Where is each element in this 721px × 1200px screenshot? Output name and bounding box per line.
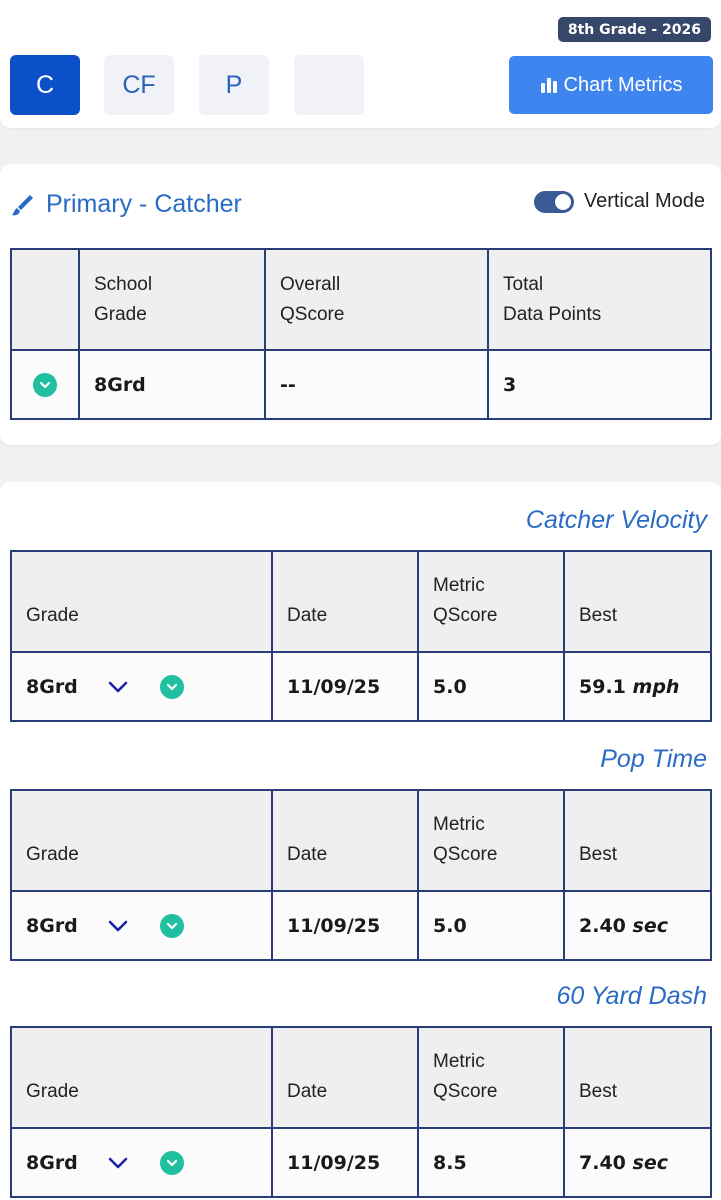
metric-qscore-header: Metric QScore [418, 790, 564, 891]
grade-header: Grade [11, 790, 272, 891]
position-tab-p[interactable]: P [199, 55, 269, 115]
toggle-switch[interactable] [534, 191, 574, 213]
date-header: Date [272, 790, 418, 891]
table-row [11, 891, 711, 960]
grade-value: 8Grd [26, 1151, 78, 1174]
metric-qscore-value: 8.5 [418, 1128, 564, 1197]
grade-header: Grade [11, 1027, 272, 1128]
school-grade-value: 8Grd [79, 350, 265, 419]
primary-table [10, 248, 712, 420]
chevron-down-icon[interactable] [106, 675, 130, 699]
best-unit: mph [632, 675, 680, 698]
position-tab-c[interactable]: C [10, 55, 80, 115]
best-unit: sec [632, 1151, 668, 1174]
chevron-down-icon[interactable] [106, 914, 130, 938]
metric-table-catcher-velocity [10, 550, 712, 722]
best-value-cell [564, 1128, 711, 1197]
position-header [0, 0, 721, 128]
date-value: 11/09/25 [272, 1128, 418, 1197]
expand-cell[interactable] [11, 350, 79, 419]
overall-qscore-header: Overall QScore [265, 249, 488, 350]
primary-title-text: Primary - Catcher [46, 190, 242, 218]
check-circle-icon[interactable] [160, 675, 184, 699]
chevron-down-icon[interactable] [106, 1151, 130, 1175]
date-value: 11/09/25 [272, 891, 418, 960]
date-header: Date [272, 551, 418, 652]
check-circle-icon[interactable] [33, 373, 57, 397]
position-tab-empty[interactable] [294, 55, 364, 115]
grade-value: 8Grd [26, 675, 78, 698]
date-value: 11/09/25 [272, 652, 418, 721]
check-circle-icon[interactable] [160, 914, 184, 938]
chart-metrics-label: Chart Metrics [563, 73, 683, 96]
chart-metrics-button[interactable] [509, 56, 713, 114]
table-row [11, 1128, 711, 1197]
grade-cell [11, 891, 272, 960]
school-grade-header: School Grade [79, 249, 265, 350]
best-value-cell [564, 652, 711, 721]
table-row [11, 350, 711, 419]
grade-cell [11, 652, 272, 721]
grade-cell [11, 1128, 272, 1197]
best-header: Best [564, 790, 711, 891]
bar-chart-icon [540, 76, 558, 94]
check-circle-icon[interactable] [160, 1151, 184, 1175]
best-value: 7.40 [579, 1151, 626, 1174]
metric-title-pop-time: Pop Time [600, 745, 707, 773]
metric-table-pop-time [10, 789, 712, 961]
best-value: 2.40 [579, 914, 626, 937]
best-value: 59.1 [579, 675, 626, 698]
table-row [11, 652, 711, 721]
pencil-icon [10, 192, 36, 218]
grade-badge: 8th Grade - 2026 [558, 17, 711, 42]
grade-header: Grade [11, 551, 272, 652]
metric-qscore-header: Metric QScore [418, 551, 564, 652]
grade-value: 8Grd [26, 914, 78, 937]
metric-qscore-value: 5.0 [418, 891, 564, 960]
position-tab-cf[interactable]: CF [104, 55, 174, 115]
expand-column-header [11, 249, 79, 350]
total-data-points-header: Total Data Points [488, 249, 711, 350]
primary-title [10, 190, 242, 219]
metric-title-catcher-velocity: Catcher Velocity [525, 506, 707, 534]
best-header: Best [564, 551, 711, 652]
metric-table-60-yard-dash [10, 1026, 712, 1198]
best-header: Best [564, 1027, 711, 1128]
metric-qscore-header: Metric QScore [418, 1027, 564, 1128]
overall-qscore-value: -- [265, 350, 488, 419]
metric-title-60-yard-dash: 60 Yard Dash [556, 982, 707, 1010]
metric-qscore-value: 5.0 [418, 652, 564, 721]
date-header: Date [272, 1027, 418, 1128]
total-data-points-value: 3 [488, 350, 711, 419]
best-value-cell [564, 891, 711, 960]
vertical-mode-toggle[interactable] [534, 190, 705, 213]
vertical-mode-label: Vertical Mode [583, 190, 705, 212]
best-unit: sec [632, 914, 668, 937]
